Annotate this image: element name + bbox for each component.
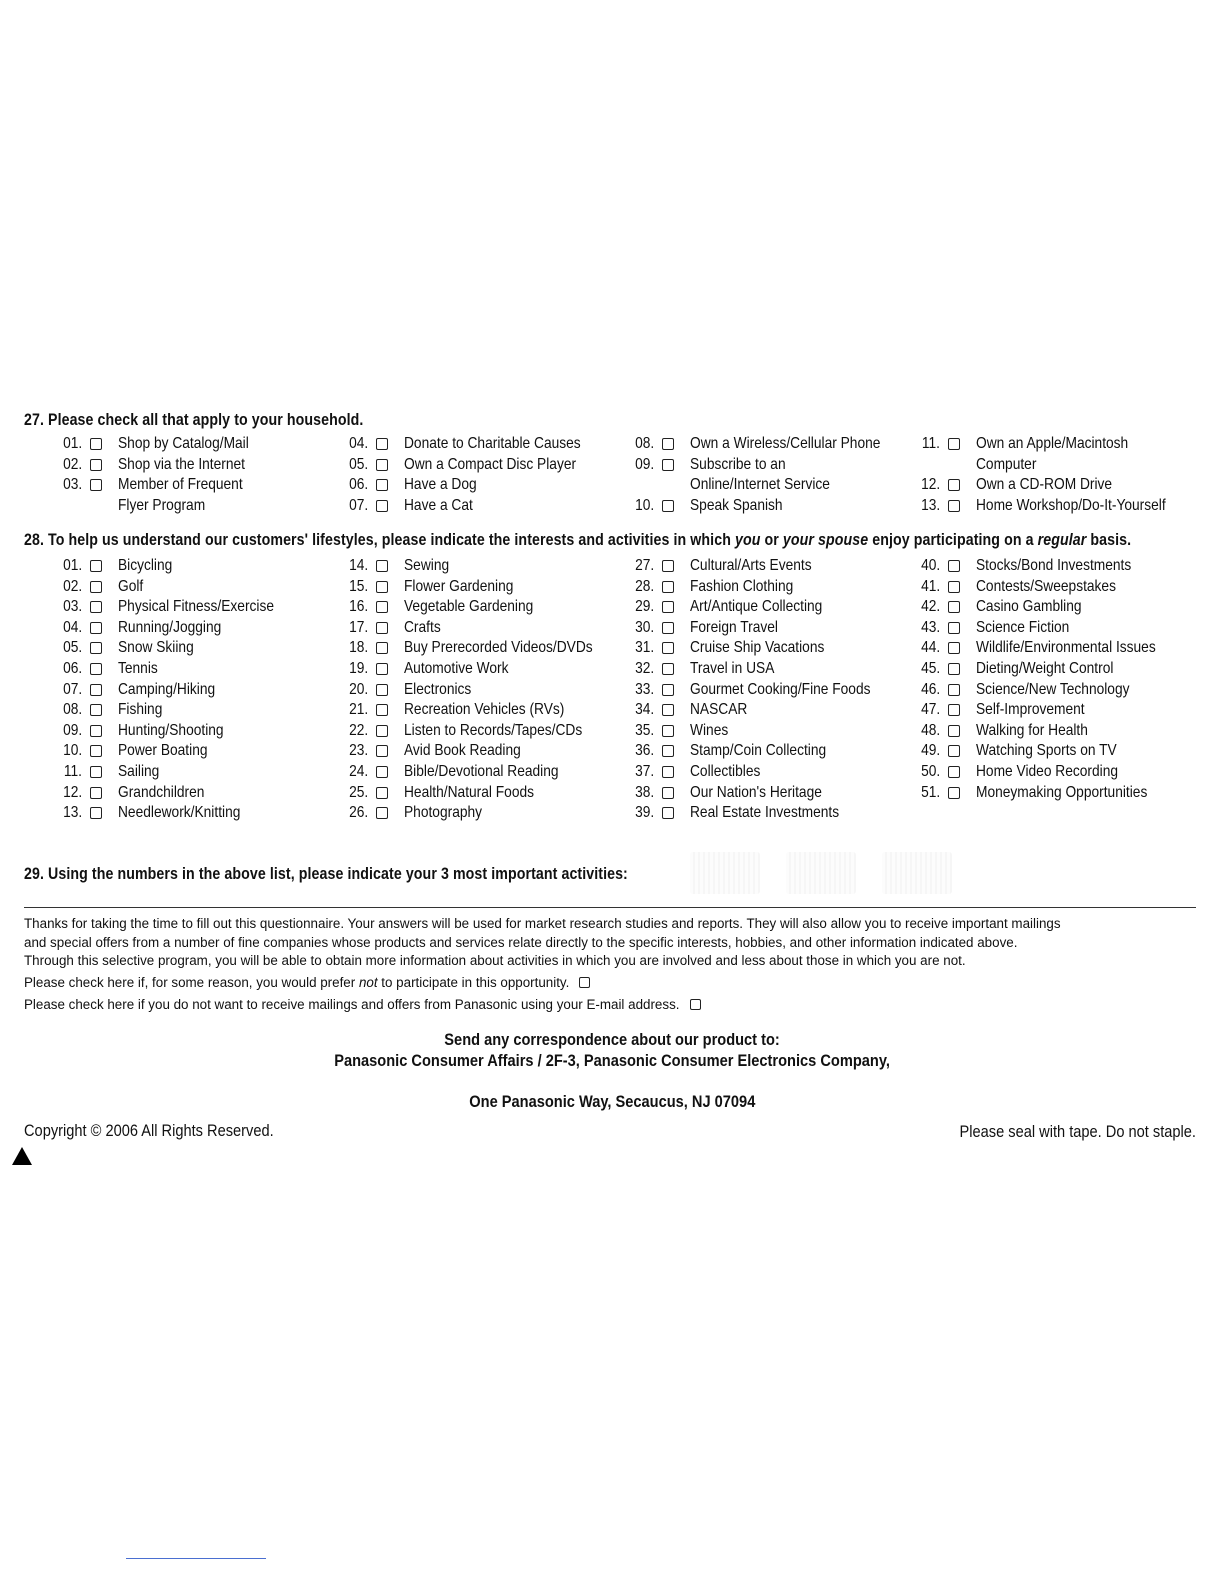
option-number: 47.	[921, 701, 941, 719]
option-number: 32.	[635, 659, 655, 677]
option-label: Fishing	[118, 701, 163, 719]
option-checkbox[interactable]	[662, 642, 674, 654]
option-label: Own a Compact Disc Player	[404, 455, 577, 473]
option-checkbox[interactable]	[90, 787, 102, 799]
option-label: Vegetable Gardening	[404, 598, 534, 616]
option-label: Home Video Recording	[976, 762, 1119, 780]
optout-text-b: to participate in this opportunity.	[377, 975, 570, 990]
option-label: Donate to Charitable Causes	[404, 435, 581, 452]
option-label: Cultural/Arts Events	[690, 557, 812, 574]
option-number: 30.	[635, 618, 655, 636]
q29-title: 29. Using the numbers in the above list, please indicate your 3 most important activities:	[24, 865, 628, 883]
option-number: 13.	[921, 496, 941, 514]
option-label: Health/Natural Foods	[404, 783, 535, 801]
option-label: Automotive Work	[404, 659, 509, 677]
q28-title-you: you	[734, 531, 761, 549]
option-checkbox[interactable]	[948, 622, 960, 634]
option-number: 10.	[635, 496, 655, 514]
option-label: Snow Skiing	[118, 639, 194, 657]
option-checkbox[interactable]	[662, 560, 674, 572]
option-checkbox[interactable]	[376, 807, 388, 819]
option-checkbox[interactable]	[376, 601, 388, 613]
correspondence-line-3: One Panasonic Way, Secaucus, NJ 07094	[468, 1092, 756, 1111]
option-checkbox[interactable]	[948, 684, 960, 696]
option-checkbox[interactable]	[662, 787, 674, 799]
option-label: Walking for Health	[976, 721, 1088, 739]
option-label: Buy Prerecorded Videos/DVDs	[404, 639, 593, 657]
option-number: 39.	[635, 804, 655, 822]
option-checkbox[interactable]	[662, 807, 674, 819]
option-number: 12.	[921, 476, 941, 494]
option-label: Stamp/Coin Collecting	[690, 742, 827, 760]
option-number: 15.	[349, 577, 369, 595]
option-checkbox[interactable]	[376, 479, 388, 491]
option-checkbox[interactable]	[662, 704, 674, 716]
option-label: NASCAR	[690, 701, 748, 719]
option-checkbox[interactable]	[376, 704, 388, 716]
option-number: 22.	[349, 721, 369, 739]
option-checkbox[interactable]	[90, 684, 102, 696]
option-label: Art/Antique Collecting	[690, 598, 823, 616]
option-number: 29.	[635, 598, 655, 616]
email-optout-checkbox[interactable]	[690, 999, 701, 1010]
option-label: Fashion Clothing	[690, 577, 794, 595]
q27-title: 27. Please check all that apply to your household.	[24, 411, 364, 429]
option-label: Power Boating	[118, 742, 208, 760]
option-number: 40.	[921, 557, 941, 574]
option-number: 13.	[63, 804, 83, 822]
option-checkbox[interactable]	[948, 438, 960, 450]
option-number: 11.	[63, 762, 82, 780]
option-checkbox[interactable]	[376, 766, 388, 778]
optout-checkbox[interactable]	[579, 977, 590, 988]
option-checkbox[interactable]	[376, 581, 388, 593]
option-label: Shop via the Internet	[118, 455, 245, 473]
option-number: 18.	[349, 639, 369, 657]
option-checkbox[interactable]	[662, 725, 674, 737]
option-label: Own an Apple/Macintosh	[976, 435, 1129, 452]
option-label: Casino Gambling	[976, 598, 1082, 616]
option-label: Real Estate Investments	[690, 804, 840, 822]
q28-title-b: enjoy participating on a	[868, 531, 1038, 549]
option-label: Running/Jogging	[118, 618, 222, 636]
option-label: Gourmet Cooking/Fine Foods	[690, 680, 871, 698]
option-number: 25.	[349, 783, 369, 801]
option-number: 02.	[63, 577, 83, 595]
option-label: Stocks/Bond Investments	[976, 557, 1132, 574]
option-checkbox[interactable]	[376, 500, 388, 512]
option-number: 06.	[63, 659, 83, 677]
option-label: Collectibles	[690, 762, 761, 780]
divider	[24, 907, 1196, 908]
option-label-continued: Online/Internet Service	[690, 476, 830, 494]
option-checkbox[interactable]	[90, 725, 102, 737]
option-number: 43.	[921, 618, 941, 636]
notice-line-3: Through this selective program, you will be able to obtain more information about activities in which you are involved and less about those in which you are not.	[24, 953, 966, 969]
option-label: Grandchildren	[118, 783, 205, 801]
option-number: 06.	[349, 476, 369, 494]
option-label: Have a Dog	[404, 476, 477, 494]
option-label: Contests/Sweepstakes	[976, 577, 1116, 595]
option-number: 04.	[349, 435, 369, 452]
option-checkbox[interactable]	[662, 622, 674, 634]
option-label: Shop by Catalog/Mail	[118, 435, 249, 452]
option-number: 51.	[921, 783, 941, 801]
option-checkbox[interactable]	[948, 581, 960, 593]
option-number: 01.	[63, 435, 83, 452]
option-label: Subscribe to an	[690, 455, 786, 473]
option-checkbox[interactable]	[90, 581, 102, 593]
option-number: 34.	[635, 701, 655, 719]
option-label: Wines	[690, 721, 729, 739]
email-optout-text: Please check here if you do not want to receive mailings and offers from Panasonic using your E-mail address.	[24, 997, 680, 1012]
option-label: Our Nation's Heritage	[690, 783, 822, 801]
option-checkbox[interactable]	[948, 725, 960, 737]
option-checkbox[interactable]	[948, 479, 960, 491]
option-number: 35.	[635, 721, 655, 739]
option-label: Flower Gardening	[404, 577, 514, 595]
option-number: 03.	[63, 598, 83, 616]
option-label: Camping/Hiking	[118, 680, 216, 698]
option-label: Speak Spanish	[690, 496, 783, 514]
option-number: 41.	[921, 577, 941, 595]
q28-title-regular: regular	[1037, 531, 1087, 549]
option-label: Own a Wireless/Cellular Phone	[690, 435, 881, 452]
option-number: 45.	[921, 659, 941, 677]
option-label: Recreation Vehicles (RVs)	[404, 701, 565, 719]
email-optout-line	[24, 997, 701, 1012]
option-checkbox[interactable]	[90, 479, 102, 491]
optout-text-not: not	[358, 975, 378, 990]
option-number: 17.	[349, 618, 369, 636]
option-checkbox[interactable]	[90, 766, 102, 778]
option-number: 24.	[349, 762, 369, 780]
option-number: 23.	[349, 742, 369, 760]
option-checkbox[interactable]	[376, 622, 388, 634]
option-checkbox[interactable]	[90, 745, 102, 757]
option-checkbox[interactable]	[376, 642, 388, 654]
option-checkbox[interactable]	[376, 663, 388, 675]
q29-answer-1[interactable]	[690, 852, 760, 894]
option-label: Listen to Records/Tapes/CDs	[404, 721, 583, 739]
option-number: 16.	[349, 598, 369, 616]
option-checkbox[interactable]	[662, 438, 674, 450]
option-number: 01.	[63, 557, 83, 574]
bottom-rule	[126, 1558, 266, 1559]
option-checkbox[interactable]	[948, 745, 960, 757]
option-checkbox[interactable]	[90, 807, 102, 819]
option-label: Self-Improvement	[976, 701, 1085, 719]
q29-answer-3[interactable]	[882, 852, 952, 894]
option-label: Dieting/Weight Control	[976, 659, 1114, 677]
option-label: Home Workshop/Do-It-Yourself	[976, 496, 1166, 514]
notice-paragraph	[24, 915, 1204, 971]
option-checkbox[interactable]	[948, 787, 960, 799]
option-checkbox[interactable]	[90, 438, 102, 450]
option-label-continued: Computer	[976, 455, 1037, 473]
option-label: Golf	[118, 577, 144, 595]
option-number: 31.	[635, 639, 655, 657]
option-number: 49.	[921, 742, 941, 760]
q28-title-or: or	[760, 531, 783, 549]
option-label: Have a Cat	[404, 496, 473, 514]
option-label: Photography	[404, 804, 483, 822]
notice-line-2: and special offers from a number of fine companies whose products and services relate directly to the specific interests, hobbies, and other information indicated above.	[24, 934, 1018, 950]
option-checkbox[interactable]	[662, 745, 674, 757]
option-checkbox[interactable]	[948, 500, 960, 512]
option-label: Science/New Technology	[976, 680, 1130, 698]
q29-answer-fields	[690, 852, 960, 894]
option-number: 04.	[63, 618, 83, 636]
option-checkbox[interactable]	[948, 560, 960, 572]
seal-instruction: Please seal with tape. Do not staple.	[959, 1122, 1196, 1141]
option-label: Sewing	[404, 557, 450, 574]
option-number: 21.	[349, 701, 369, 719]
option-checkbox[interactable]	[90, 459, 102, 471]
option-label: Crafts	[404, 618, 441, 636]
option-checkbox[interactable]	[90, 560, 102, 572]
option-checkbox[interactable]	[90, 601, 102, 613]
option-checkbox[interactable]	[376, 787, 388, 799]
option-checkbox[interactable]	[376, 560, 388, 572]
option-number: 07.	[63, 680, 83, 698]
option-number: 08.	[63, 701, 83, 719]
option-checkbox[interactable]	[948, 704, 960, 716]
option-label: Foreign Travel	[690, 618, 778, 636]
option-number: 20.	[349, 680, 369, 698]
correspondence-line-2: Panasonic Consumer Affairs / 2F-3, Panasonic Consumer Electronics Company,	[334, 1051, 890, 1070]
option-number: 03.	[63, 476, 83, 494]
option-checkbox[interactable]	[948, 663, 960, 675]
option-number: 07.	[349, 496, 369, 514]
option-number: 09.	[63, 721, 83, 739]
option-number: 50.	[921, 762, 941, 780]
option-number: 46.	[921, 680, 941, 698]
option-checkbox[interactable]	[90, 704, 102, 716]
option-number: 05.	[349, 455, 369, 473]
option-checkbox[interactable]	[662, 459, 674, 471]
option-label: Avid Book Reading	[404, 742, 521, 760]
optout-text-a: Please check here if, for some reason, you would prefer	[24, 975, 359, 990]
option-label: Physical Fitness/Exercise	[118, 598, 274, 616]
option-checkbox[interactable]	[376, 745, 388, 757]
option-checkbox[interactable]	[948, 642, 960, 654]
optout-line	[24, 975, 590, 990]
option-number: 12.	[63, 783, 83, 801]
option-checkbox[interactable]	[662, 766, 674, 778]
option-label: Moneymaking Opportunities	[976, 783, 1148, 801]
option-checkbox[interactable]	[662, 663, 674, 675]
option-number: 42.	[921, 598, 941, 616]
option-checkbox[interactable]	[948, 601, 960, 613]
option-number: 38.	[635, 783, 655, 801]
correspondence-line-1: Send any correspondence about our product to:	[444, 1030, 780, 1049]
option-label: Own a CD-ROM Drive	[976, 476, 1113, 494]
option-label: Electronics	[404, 680, 472, 698]
option-label: Tennis	[118, 659, 158, 677]
triangle-marker-icon	[12, 1147, 32, 1165]
option-number: 44.	[921, 639, 941, 657]
q28-title-c: basis.	[1086, 531, 1132, 549]
option-number: 14.	[349, 557, 369, 574]
option-label: Science Fiction	[976, 618, 1070, 636]
option-checkbox[interactable]	[948, 766, 960, 778]
option-checkbox[interactable]	[90, 663, 102, 675]
option-checkbox[interactable]	[90, 642, 102, 654]
option-label: Member of Frequent	[118, 476, 243, 494]
option-number: 48.	[921, 721, 941, 739]
option-checkbox[interactable]	[662, 500, 674, 512]
option-label: Travel in USA	[690, 659, 775, 677]
option-label: Watching Sports on TV	[976, 742, 1117, 760]
option-checkbox[interactable]	[90, 622, 102, 634]
option-checkbox[interactable]	[376, 725, 388, 737]
option-label: Bible/Devotional Reading	[404, 762, 559, 780]
option-label: Cruise Ship Vacations	[690, 639, 825, 657]
option-label: Needlework/Knitting	[118, 804, 241, 822]
copyright: Copyright © 2006 All Rights Reserved.	[24, 1121, 274, 1140]
notice-line-1: Thanks for taking the time to fill out this questionnaire. Your answers will be used for market research studies and reports. They will also allow you to receive important mailings	[24, 916, 1061, 931]
option-checkbox[interactable]	[662, 581, 674, 593]
option-number: 05.	[63, 639, 83, 657]
option-number: 08.	[635, 435, 655, 452]
option-checkbox[interactable]	[662, 684, 674, 696]
option-number: 10.	[63, 742, 83, 760]
option-number: 19.	[349, 659, 369, 677]
option-checkbox[interactable]	[662, 601, 674, 613]
option-checkbox[interactable]	[376, 684, 388, 696]
option-checkbox[interactable]	[376, 438, 388, 450]
option-number: 27.	[635, 557, 655, 574]
q28-title	[24, 531, 1131, 550]
q28-title-a: 28. To help us understand our customers' lifestyles, please indicate the interests and activities in which	[24, 531, 735, 549]
option-label: Wildlife/Environmental Issues	[976, 639, 1156, 657]
option-number: 09.	[635, 455, 655, 473]
option-number: 11.	[921, 435, 940, 452]
option-number: 28.	[635, 577, 655, 595]
q28-title-spouse: your spouse	[782, 531, 869, 549]
option-label-continued: Flyer Program	[118, 496, 206, 514]
option-number: 37.	[635, 762, 655, 780]
option-number: 02.	[63, 455, 83, 473]
option-label: Hunting/Shooting	[118, 721, 224, 739]
option-checkbox[interactable]	[376, 459, 388, 471]
q29-answer-2[interactable]	[786, 852, 856, 894]
option-number: 33.	[635, 680, 655, 698]
option-label: Sailing	[118, 762, 160, 780]
option-label: Bicycling	[118, 557, 173, 574]
option-number: 26.	[349, 804, 369, 822]
option-number: 36.	[635, 742, 655, 760]
